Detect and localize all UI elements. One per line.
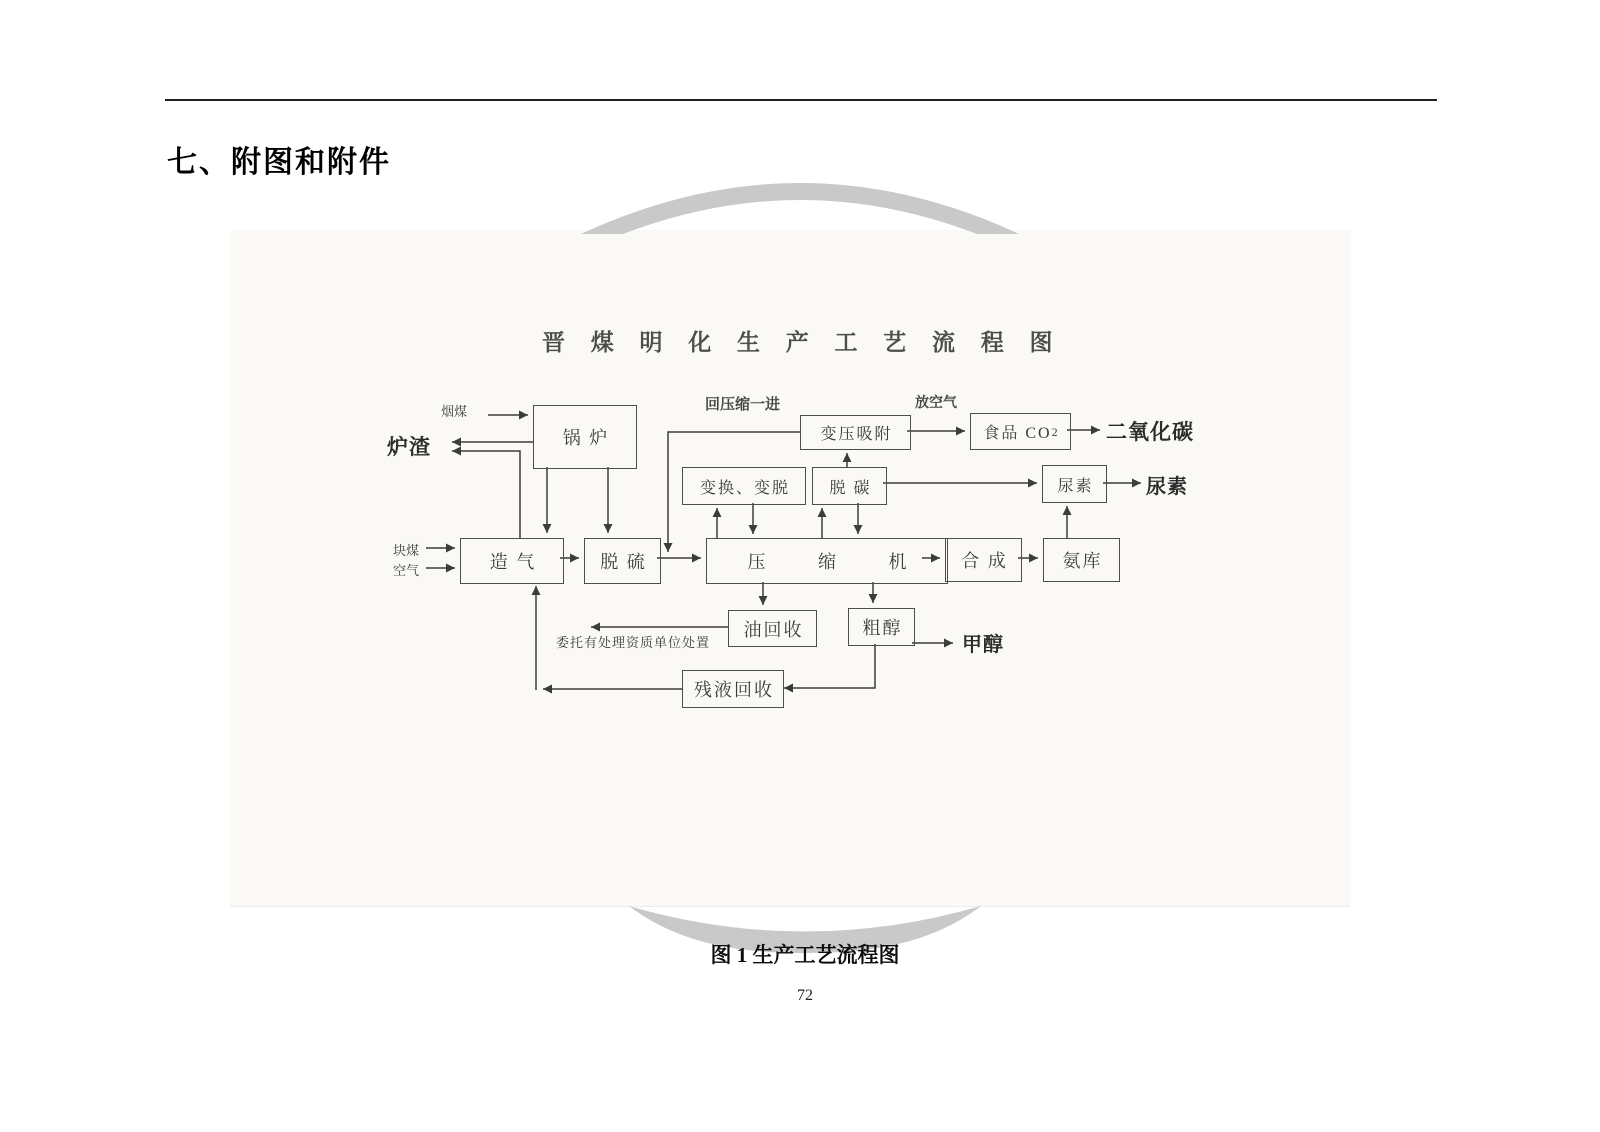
label-methanol: 甲醇 (962, 634, 1004, 656)
label-air: 空气 (393, 563, 420, 578)
box-ammonia-storage: 氨库 (1043, 538, 1120, 582)
box-decarbonization: 脱 碳 (812, 467, 887, 505)
box-boiler: 锅 炉 (533, 405, 637, 469)
box-shift-unit: 变换、变脱 (682, 467, 806, 505)
label-vent-gas: 放空气 (915, 396, 957, 411)
label-carbon-dioxide: 二氧化碳 (1106, 420, 1194, 444)
box-food-co2: 食品 CO 2 (970, 413, 1071, 450)
line-gasifier-to-slag (452, 451, 520, 538)
diagram-title: 晋 煤 明 化 生 产 工 艺 流 程 图 (542, 330, 1063, 355)
label-smoke-coal: 烟煤 (441, 404, 468, 419)
box-compressor: 压 缩 机 (706, 538, 948, 584)
label-disposal-note: 委托有处理资质单位处置 (556, 635, 711, 650)
line-crudealcohol-to-residue (784, 644, 875, 688)
box-gasifier: 造 气 (460, 538, 564, 584)
figure-caption: 图 1 生产工艺流程图 (710, 943, 900, 967)
box-psa: 变压吸附 (800, 415, 911, 450)
box-synthesis: 合 成 (945, 538, 1022, 582)
page-number: 72 (797, 987, 813, 1004)
box-residue-recovery: 残液回收 (682, 670, 784, 708)
box-desulfurization: 脱 硫 (584, 538, 661, 584)
section-heading: 七、附图和附件 (167, 146, 391, 179)
label-urea-product: 尿素 (1146, 476, 1188, 498)
food-co2-text: 食品 CO (983, 425, 1052, 442)
box-oil-recovery: 油回收 (728, 610, 817, 647)
label-return-to-compressor: 回压缩一进 (705, 397, 781, 413)
label-slag: 炉渣 (387, 435, 431, 459)
box-urea-unit: 尿素 (1042, 465, 1107, 503)
label-lump-coal: 块煤 (393, 543, 420, 558)
box-crude-alcohol: 粗醇 (848, 608, 915, 646)
